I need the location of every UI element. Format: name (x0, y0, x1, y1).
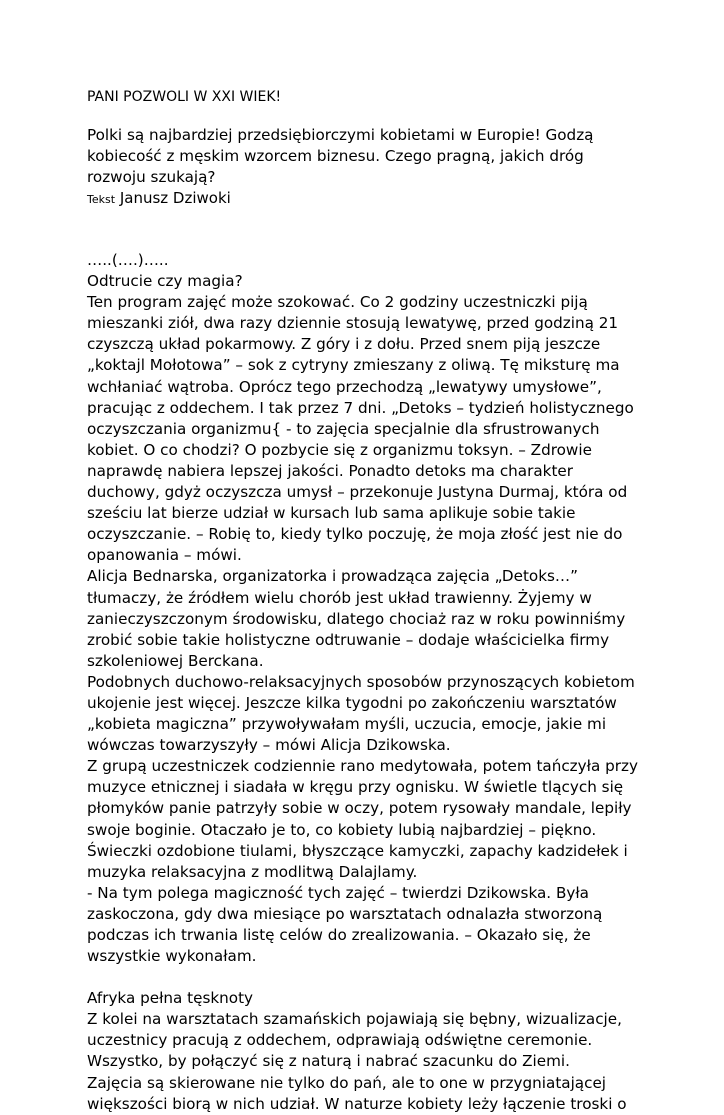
article-byline (87, 188, 647, 210)
body-paragraph: Zajęcia są skierowane nie tylko do pań, ale to one w przygniatającej większości biorą w nich udział. W naturze kobiety leży łączenie troski o (87, 1073, 627, 1113)
section-heading-odtrucie: Odtrucie czy magia? (87, 272, 243, 291)
byline-author: Janusz Dziwoki (119, 189, 231, 207)
article-title: PANI POZWOLI W XXI WIEK! (87, 89, 282, 105)
article-lead: Polki są najbardziej przedsiębiorczymi kobietami w Europie! Godzą kobiecość z męskim wzorcem biznesu. Czego pragną, jakich dróg rozwoju szukają? (87, 126, 594, 186)
body-paragraph: Alicja Bednarska, organizatorka i prowadząca zajęcia „Detoks…” tłumaczy, że źródłem wielu chorób jest układ trawienny. Żyjemy w zanieczyszczonym środowisku, dlatego chociaż raz w roku powinniśmy zrobić sobie takie holistyczne odtruwanie – dodaje właścicielka firmy szkoleniowej Berckana. (87, 567, 626, 670)
omission-marker: …..(….)….. (87, 251, 169, 269)
section-heading-afryka: Afryka pełna tęsknoty (87, 989, 254, 1008)
byline-prefix: Tekst (87, 193, 116, 206)
body-paragraph: Ten program zajęć może szokować. Co 2 godziny uczestniczki piją mieszanki ziół, dwa razy dziennie stosują lewatywę, przed godziną 21 czyszczą układ pokarmowy. Z góry i z dołu. Przed snem piją jeszcze „koktajl Mołotowa” – sok z cytryny zmieszany z oliwą. Tę miksturę ma wchłaniać wątroba. Oprócz tego przechodzą „lewatywy umysłowe”, pracując z oddechem. I tak przez 7 dni. „Detoks – tydzień holistycznego oczyszczania organizmu{ - to zajęcia specjalnie dla sfrustrowanych kobiet. O co chodzi? O pozbycie się z organizmu toksyn. – Zdrowie naprawdę nabiera lepszej jakości. Ponadto detoks ma charakter duchowy, gdyż oczyszcza umysł – przekonuje Justyna Durmaj, która od sześciu lat bierze udział w kursach lub sama aplikuje sobie takie oczyszczanie. – Robię to, kiedy tylko poczuję, że moja złość jest nie do opanowania – mówi. (87, 293, 634, 565)
document-page (87, 88, 647, 1115)
body-paragraph: - Na tym polega magiczność tych zajęć – twierdzi Dzikowska. Była zaskoczona, gdy dwa miesiące po warsztatach odnalazła stworzoną podczas ich trwania listę celów do zrealizowania. – Okazało się, że wszystkie wykonałam. (87, 883, 603, 966)
body-paragraph: Z kolei na warsztatach szamańskich pojawiają się bębny, wizualizacje, uczestnicy pracują z oddechem, odprawiają odświętne ceremonie. Wszystko, by połączyć się z naturą i nabrać szacunku do Ziemi. (87, 1010, 622, 1071)
body-paragraph: Z grupą uczestniczek codziennie rano medytowała, potem tańczyła przy muzyce etnicznej i siadała w kręgu przy ognisku. W świetle tlących się płomyków panie patrzyły sobie w oczy, potem rysowały mandale, lepiły swoje boginie. Otaczało je to, co kobiety lubią najbardziej – piękno. Świeczki ozdobione tiulami, błyszczące kamyczki, zapachy kadzidełek i muzyka relaksacyjna z modlitwą Dalajlamy. (87, 757, 638, 881)
body-paragraph: Podobnych duchowo-relaksacyjnych sposobów przynoszących kobietom ukojenie jest więcej. Jeszcze kilka tygodni po zakończeniu warsztatów „kobieta magiczna” przywoływałam myśli, uczucia, emocje, jakie mi wówczas towarzyszyły – mówi Alicja Dzikowska. (87, 672, 635, 755)
